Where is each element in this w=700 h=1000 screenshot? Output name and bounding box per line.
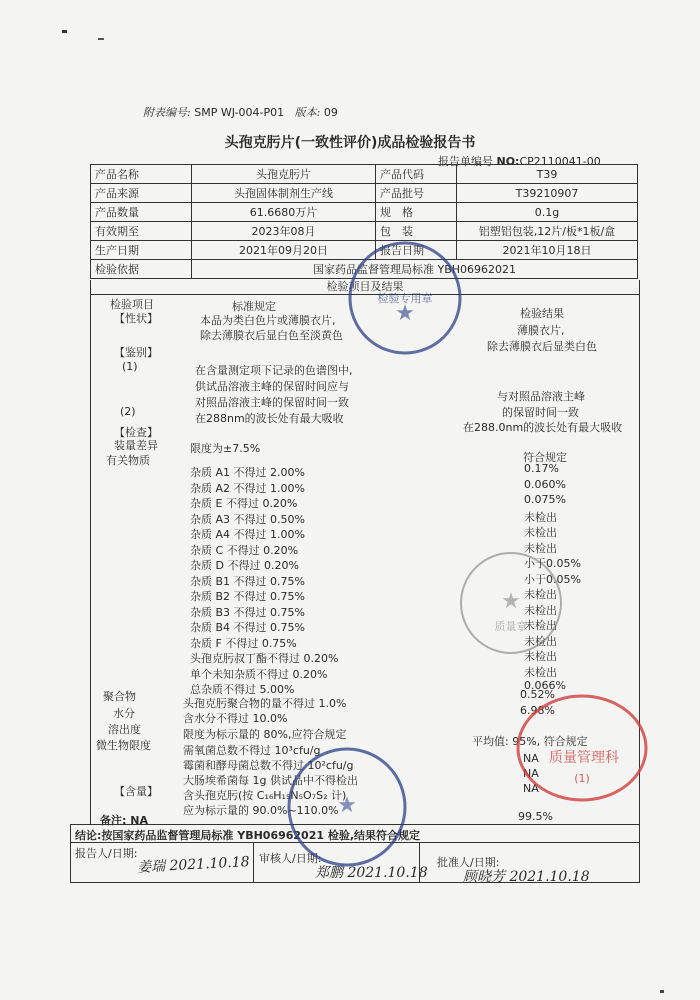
column-result: 检验结果 bbox=[520, 307, 564, 320]
water-result: 6.98% bbox=[520, 704, 555, 717]
value-product-name: 头孢克肟片 bbox=[192, 165, 376, 184]
microbial-result-1: NA bbox=[523, 752, 539, 765]
identification-result-1: 与对照品溶液主峰 bbox=[497, 390, 585, 403]
checks-label: 【检查】 bbox=[114, 426, 158, 439]
assay-standard-1: 含头孢克肟(按 C₁₆H₁₅N₅O₇S₂ 计) bbox=[183, 789, 347, 802]
characters-label: 【性状】 bbox=[114, 312, 158, 325]
assay-result: 99.5% bbox=[518, 810, 553, 823]
impurity-result: 未检出 bbox=[524, 588, 557, 601]
label-production-date: 生产日期 bbox=[91, 241, 192, 260]
dissolution-result: 平均值: 95%, 符合规定 bbox=[472, 735, 588, 748]
characters-standard-2: 除去薄膜衣后显白色至淡黄色 bbox=[200, 329, 343, 342]
reporter-label: 报告人/日期: bbox=[75, 847, 138, 860]
value-production-date: 2021年09月20日 bbox=[192, 241, 376, 260]
impurity-standard: 杂质 A3 不得过 0.50% bbox=[190, 513, 305, 526]
assay-standard-2: 应为标示量的 90.0%~110.0% bbox=[183, 804, 339, 817]
water-standard: 含水分不得过 10.0% bbox=[183, 712, 288, 725]
polymer-result: 0.52% bbox=[520, 688, 555, 701]
svg-text:★: ★ bbox=[501, 589, 521, 614]
label-quantity: 产品数量 bbox=[91, 203, 192, 222]
impurity-result: 未检出 bbox=[524, 650, 557, 663]
identification-standard-1: 在含量测定项下记录的色谱图中, bbox=[195, 364, 353, 377]
identification-result-2: 的保留时间一致 bbox=[502, 406, 579, 419]
value-basis: 国家药品监督管理局标准 YBH06962021 bbox=[192, 260, 638, 279]
svg-text:质量章: 质量章 bbox=[494, 620, 528, 633]
weight-variation-label: 装量差异 bbox=[114, 439, 158, 452]
approver-label: 批准人/日期: bbox=[437, 856, 500, 869]
identification-standard-4: 在288nm的波长处有最大吸收 bbox=[195, 412, 344, 425]
impurity-result: 未检出 bbox=[524, 666, 557, 679]
microbial-result-3: NA bbox=[523, 782, 539, 795]
impurity-standard: 杂质 A2 不得过 1.00% bbox=[190, 482, 305, 495]
impurity-standard: 杂质 E 不得过 0.20% bbox=[190, 497, 298, 510]
impurity-standard: 杂质 D 不得过 0.20% bbox=[190, 559, 299, 572]
impurity-result: 未检出 bbox=[524, 635, 557, 648]
document-number: 附表编号: SMP WJ-004-P01 版本: 09 bbox=[143, 106, 338, 119]
value-product-code: T39 bbox=[457, 165, 638, 184]
column-standard: 标准规定 bbox=[232, 300, 276, 313]
value-package: 铝塑铝包装,12片/板*1板/盒 bbox=[457, 222, 638, 241]
value-report-date: 2021年10月18日 bbox=[457, 241, 638, 260]
section-band: 检验项目及结果 bbox=[90, 280, 640, 295]
label-product-name: 产品名称 bbox=[91, 165, 192, 184]
dissolution-standard: 限度为标示量的 80%,应符合规定 bbox=[183, 728, 347, 741]
impurity-result: 小于0.05% bbox=[524, 557, 581, 570]
impurity-standard: 单个未知杂质不得过 0.20% bbox=[190, 668, 328, 681]
identification-label: 【鉴别】 bbox=[114, 346, 158, 359]
scan-mark bbox=[98, 38, 104, 40]
conclusion: 结论:按国家药品监督管理局标准 YBH06962021 检验,结果符合规定 bbox=[75, 829, 421, 842]
impurity-result: 未检出 bbox=[524, 511, 557, 524]
reviewer-label: 审核人/日期: bbox=[259, 852, 322, 865]
dissolution-label: 溶出度 bbox=[108, 723, 141, 736]
impurity-result: 0.060% bbox=[524, 478, 566, 491]
impurity-standard: 杂质 A1 不得过 2.00% bbox=[190, 466, 305, 479]
label-report-date: 报告日期 bbox=[376, 241, 457, 260]
value-quantity: 61.6680万片 bbox=[192, 203, 376, 222]
value-spec: 0.1g bbox=[457, 203, 638, 222]
impurity-result: 0.075% bbox=[524, 493, 566, 506]
characters-result-1: 薄膜衣片, bbox=[517, 324, 565, 337]
impurity-standard: 杂质 C 不得过 0.20% bbox=[190, 544, 299, 557]
reporter-signature: 姜瑞 2021.10.18 bbox=[136, 854, 251, 876]
impurity-standard: 杂质 B2 不得过 0.75% bbox=[190, 590, 305, 603]
value-batch: T39210907 bbox=[457, 184, 638, 203]
label-basis: 检验依据 bbox=[91, 260, 192, 279]
impurity-result: 小于0.05% bbox=[524, 573, 581, 586]
reviewer-signature: 郑鹏 2021.10.18 bbox=[315, 865, 428, 881]
impurity-standard: 总杂质不得过 5.00% bbox=[190, 683, 295, 696]
svg-text:检验专用章: 检验专用章 bbox=[377, 292, 433, 305]
scan-mark bbox=[62, 30, 67, 33]
report-title: 头孢克肟片(一致性评价)成品检验报告书 bbox=[224, 135, 476, 151]
impurity-result: 未检出 bbox=[524, 604, 557, 617]
label-source: 产品来源 bbox=[91, 184, 192, 203]
svg-text:质量管理科: 质量管理科 bbox=[549, 750, 619, 766]
label-product-code: 产品代码 bbox=[376, 165, 457, 184]
impurity-standard: 杂质 B1 不得过 0.75% bbox=[190, 575, 305, 588]
report-number: 报告单编号 NO:CP2110041-00 bbox=[438, 155, 601, 168]
impurity-result: 0.17% bbox=[524, 462, 559, 475]
microbial-standard-1: 需氧菌总数不得过 10³cfu/g bbox=[183, 744, 321, 757]
label-expiry: 有效期至 bbox=[91, 222, 192, 241]
microbial-label: 微生物限度 bbox=[96, 739, 151, 752]
polymer-label: 聚合物 bbox=[103, 690, 136, 703]
impurity-result: 未检出 bbox=[524, 526, 557, 539]
impurity-standard: 杂质 B4 不得过 0.75% bbox=[190, 621, 305, 634]
identification-standard-2: 供试品溶液主峰的保留时间应与 bbox=[195, 380, 349, 393]
identification-number-1: (1) bbox=[122, 360, 138, 373]
label-spec: 规 格 bbox=[376, 203, 457, 222]
assay-label: 【含量】 bbox=[114, 785, 158, 798]
microbial-standard-2: 霉菌和酵母菌总数不得过 10²cfu/g bbox=[183, 759, 354, 772]
identification-result-3: 在288.0nm的波长处有最大吸收 bbox=[463, 421, 623, 434]
impurity-result: 未检出 bbox=[524, 619, 557, 632]
impurity-result: 0.066% bbox=[524, 679, 566, 692]
scan-mark bbox=[660, 990, 664, 993]
quality-dept-seal-red bbox=[512, 690, 652, 810]
impurity-standard: 杂质 B3 不得过 0.75% bbox=[190, 606, 305, 619]
polymer-standard: 头孢克肟聚合物的量不得过 1.0% bbox=[183, 697, 347, 710]
characters-result-2: 除去薄膜衣后显类白色 bbox=[487, 340, 597, 353]
impurity-standard: 杂质 F 不得过 0.75% bbox=[190, 637, 297, 650]
svg-text:★: ★ bbox=[337, 793, 357, 818]
microbial-result-2: NA bbox=[523, 767, 539, 780]
value-expiry: 2023年08月 bbox=[192, 222, 376, 241]
inspection-seal-blue bbox=[345, 238, 465, 358]
impurity-result: 未检出 bbox=[524, 542, 557, 555]
identification-standard-3: 对照品溶液主峰的保留时间一致 bbox=[195, 396, 349, 409]
quality-seal-blue bbox=[272, 742, 422, 872]
column-item: 检验项目 bbox=[110, 298, 154, 311]
characters-standard-1: 本品为类白色片或薄膜衣片, bbox=[200, 314, 336, 327]
impurity-standard: 杂质 A4 不得过 1.00% bbox=[190, 528, 305, 541]
impurity-standard: 头孢克肟叔丁酯不得过 0.20% bbox=[190, 652, 339, 665]
quality-seal-grey bbox=[456, 548, 566, 658]
identification-number-2: (2) bbox=[120, 405, 136, 418]
weight-variation-result: 符合规定 bbox=[523, 451, 567, 464]
related-substances-label: 有关物质 bbox=[106, 454, 150, 467]
value-source: 头孢固体制剂生产线 bbox=[192, 184, 376, 203]
water-label: 水分 bbox=[113, 707, 135, 720]
remark: 备注: NA bbox=[100, 814, 148, 827]
weight-variation-standard: 限度为±7.5% bbox=[190, 442, 261, 455]
svg-text:★: ★ bbox=[395, 301, 415, 326]
svg-text:(1): (1) bbox=[574, 772, 590, 785]
label-batch: 产品批号 bbox=[376, 184, 457, 203]
approver-signature: 顾晓芳 2021.10.18 bbox=[463, 869, 590, 885]
label-package: 包 装 bbox=[376, 222, 457, 241]
microbial-standard-3: 大肠埃希菌每 1g 供试品中不得检出 bbox=[183, 774, 358, 787]
